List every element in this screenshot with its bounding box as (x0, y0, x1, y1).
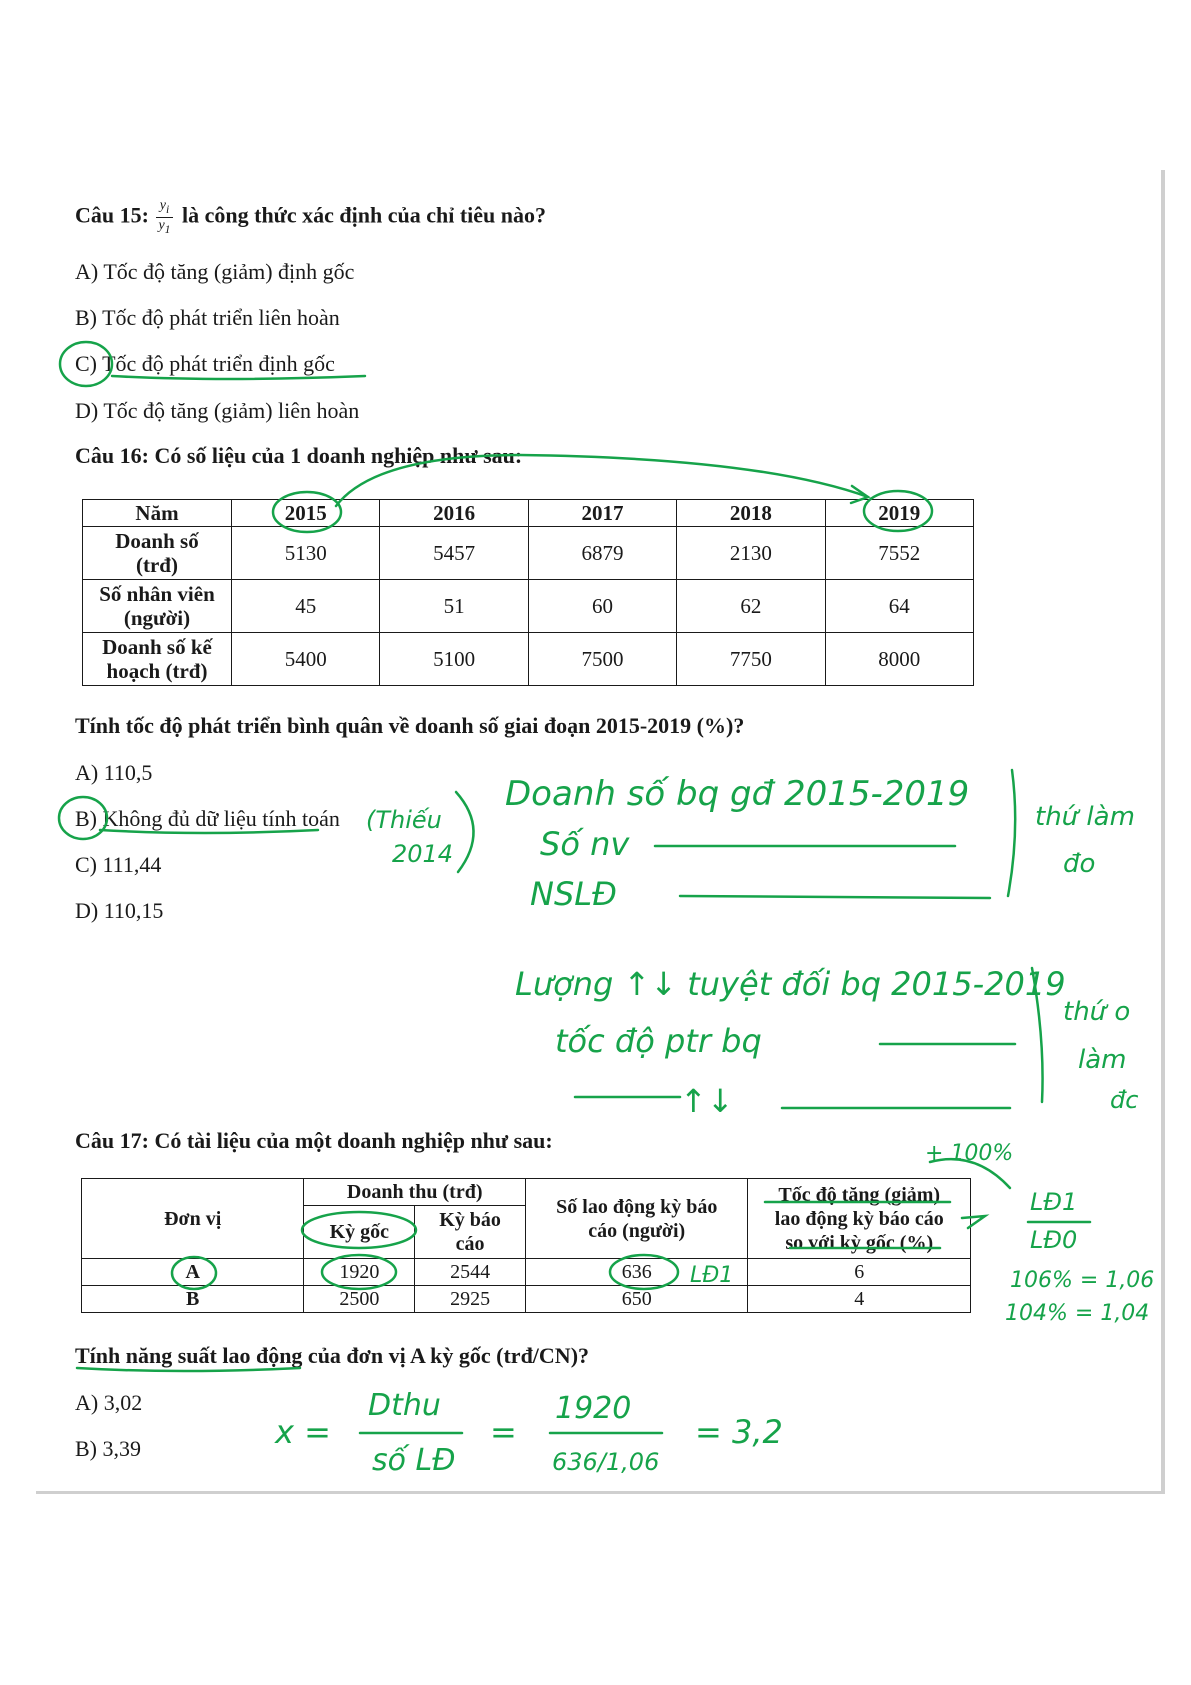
hw-formula-val-num: 1920 (555, 1391, 632, 1426)
hw-formula-x: x = (275, 1413, 331, 1451)
row-label (83, 580, 232, 633)
unit-cell: B (82, 1286, 304, 1313)
q16-option-d: D) 110,15 (75, 898, 164, 923)
q15-option-d: D) Tốc độ tăng (giảm) liên hoàn (75, 398, 360, 423)
blank-line (680, 896, 990, 898)
header-line: cáo (455, 1233, 485, 1255)
hw-formula-result: = 3,2 (695, 1413, 783, 1451)
table-cell: 4 (748, 1286, 971, 1313)
q15-label: Câu 15: (75, 202, 149, 228)
table-cell: 7500 (528, 633, 676, 686)
table-row (82, 1286, 971, 1313)
table-cell: 2130 (677, 527, 825, 580)
q16-option-b: B) Không đủ dữ liệu tính toán (75, 806, 340, 831)
q15-text: là công thức xác định của chỉ tiêu nào? (182, 202, 547, 228)
q15-option-a: A) Tốc độ tăng (giảm) định gốc (75, 259, 355, 284)
q15-fraction (156, 198, 172, 237)
hw-line2: Số nv (540, 825, 630, 863)
q17-option-a: A) 3,02 (75, 1390, 143, 1415)
hw-missing-2: 2014 (392, 840, 454, 868)
q15-frac-num-sub: i (165, 202, 170, 216)
hw-line6: ↑↓ (680, 1082, 734, 1120)
row-label-line: hoạch (trđ) (106, 659, 208, 683)
hw-missing-1: (Thiếu (366, 806, 442, 834)
q15-title (75, 198, 546, 237)
hw-ld-num: LĐ1 (1030, 1188, 1078, 1216)
hw-line3: NSLĐ (530, 875, 617, 913)
page-edge-bottom (36, 1491, 1165, 1494)
q16-option-c: C) 111,44 (75, 852, 162, 877)
q16-header-cell: 2017 (528, 500, 676, 527)
row-label-line: (trđ) (136, 553, 178, 577)
table-cell: 7552 (825, 527, 973, 580)
row-label-line: Doanh số kế (102, 635, 212, 659)
q16-header-cell: 2018 (677, 500, 825, 527)
q17-title: Câu 17: Có tài liệu của một doanh nghiệp như sau: (75, 1128, 553, 1153)
q17-header-row (82, 1179, 971, 1206)
header-line: Kỳ báo (439, 1209, 501, 1231)
hw-conv2: 104% = 1,04 (1005, 1301, 1150, 1326)
table-row (83, 527, 974, 580)
table-cell: 51 (380, 580, 528, 633)
q15-frac-den-sub: 1 (164, 222, 171, 236)
table-cell: 5457 (380, 527, 528, 580)
header-line: cáo (người) (588, 1219, 686, 1242)
col-base-header: Kỳ gốc (304, 1206, 415, 1259)
col-unit-header: Đơn vị (82, 1179, 304, 1259)
col-growth-header (748, 1179, 971, 1259)
brace (1032, 968, 1043, 1102)
q15-frac-num: y (159, 198, 166, 213)
table-cell: 5100 (380, 633, 528, 686)
q16-header-cell: Năm (83, 500, 232, 527)
table-cell: 7750 (677, 633, 825, 686)
table-cell: 5130 (232, 527, 380, 580)
hw-line1: Doanh số bq gđ 2015-2019 (505, 774, 970, 814)
hw-side1-2: đo (1063, 849, 1096, 879)
table-cell: 2544 (415, 1259, 526, 1286)
table-row (83, 580, 974, 633)
table-cell: 60 (528, 580, 676, 633)
table-cell: 62 (677, 580, 825, 633)
header-line: lao động kỳ báo cáo (774, 1207, 944, 1230)
table-cell: 5400 (232, 633, 380, 686)
q15-frac-den: y (158, 217, 165, 233)
q17-option-b: B) 3,39 (75, 1436, 141, 1461)
hw-side2-1: thứ o (1063, 997, 1131, 1027)
col-revenue-header: Doanh thu (trđ) (304, 1179, 526, 1206)
q16-header-cell: 2019 (825, 500, 973, 527)
table-cell: 6 (748, 1259, 971, 1286)
hw-line5: tốc độ ptr bq (555, 1022, 762, 1060)
table-cell: 1920 (304, 1259, 415, 1286)
page-edge-right (1161, 170, 1165, 1493)
table-cell: 650 (525, 1286, 748, 1313)
q16-header-cell: 2015 (232, 500, 380, 527)
table-row (83, 633, 974, 686)
q16-question: Tính tốc độ phát triển bình quân về doanh số giai đoạn 2015-2019 (%)? (75, 713, 745, 738)
q16-title: Câu 16: Có số liệu của 1 doanh nghiệp như sau: (75, 443, 523, 468)
q16-header-row (83, 500, 974, 527)
row-label (83, 527, 232, 580)
q17-table (81, 1178, 971, 1313)
row-label-line: (người) (123, 606, 191, 630)
table-row (82, 1259, 971, 1286)
brace (1008, 770, 1015, 896)
hw-ld-den: LĐ0 (1030, 1226, 1078, 1254)
hw-formula-den: số LĐ (372, 1443, 456, 1478)
row-label-line: Doanh số (115, 529, 199, 553)
hw-formula-val-den: 636/1,06 (552, 1448, 660, 1476)
table-cell: 8000 (825, 633, 973, 686)
hw-side2-3: đc (1110, 1086, 1139, 1114)
table-cell: 64 (825, 580, 973, 633)
col-report-header (415, 1206, 526, 1259)
unit-cell: A (82, 1259, 304, 1286)
row-label-line: Số nhân viên (99, 582, 215, 606)
header-line: Tốc độ tăng (giảm) (778, 1183, 941, 1206)
table-cell: 6879 (528, 527, 676, 580)
table-cell: 45 (232, 580, 380, 633)
row-label (83, 633, 232, 686)
q15-option-b: B) Tốc độ phát triển liên hoàn (75, 305, 340, 330)
col-labor-header (525, 1179, 748, 1259)
hw-side2-2: làm (1078, 1045, 1127, 1075)
q16-header-cell: 2016 (380, 500, 528, 527)
header-line: so với kỳ gốc (%) (785, 1231, 934, 1254)
q16-option-a: A) 110,5 (75, 760, 153, 785)
hw-plus: + 100% (925, 1141, 1014, 1166)
q16-table (82, 499, 974, 686)
table-cell: 2500 (304, 1286, 415, 1313)
table-cell: 2925 (415, 1286, 526, 1313)
hw-side1-1: thứ làm (1035, 802, 1135, 832)
q17-question: Tính năng suất lao động của đơn vị A kỳ gốc (trđ/CN)? (75, 1343, 590, 1368)
hw-conv1: 106% = 1,06 (1010, 1268, 1155, 1293)
hw-line4: Lượng ↑↓ tuyệt đối bq 2015-2019 (515, 965, 1066, 1003)
hw-formula-num: Dthu (368, 1388, 441, 1423)
bracket-paren (456, 792, 474, 872)
hw-formula-eq: = (490, 1413, 517, 1451)
table-cell: 636 (525, 1259, 748, 1286)
hw-ld1-tag: LĐ1 (690, 1263, 734, 1288)
header-line: Số lao động kỳ báo (556, 1195, 718, 1218)
q15-option-c: C) Tốc độ phát triển định gốc (75, 351, 335, 376)
